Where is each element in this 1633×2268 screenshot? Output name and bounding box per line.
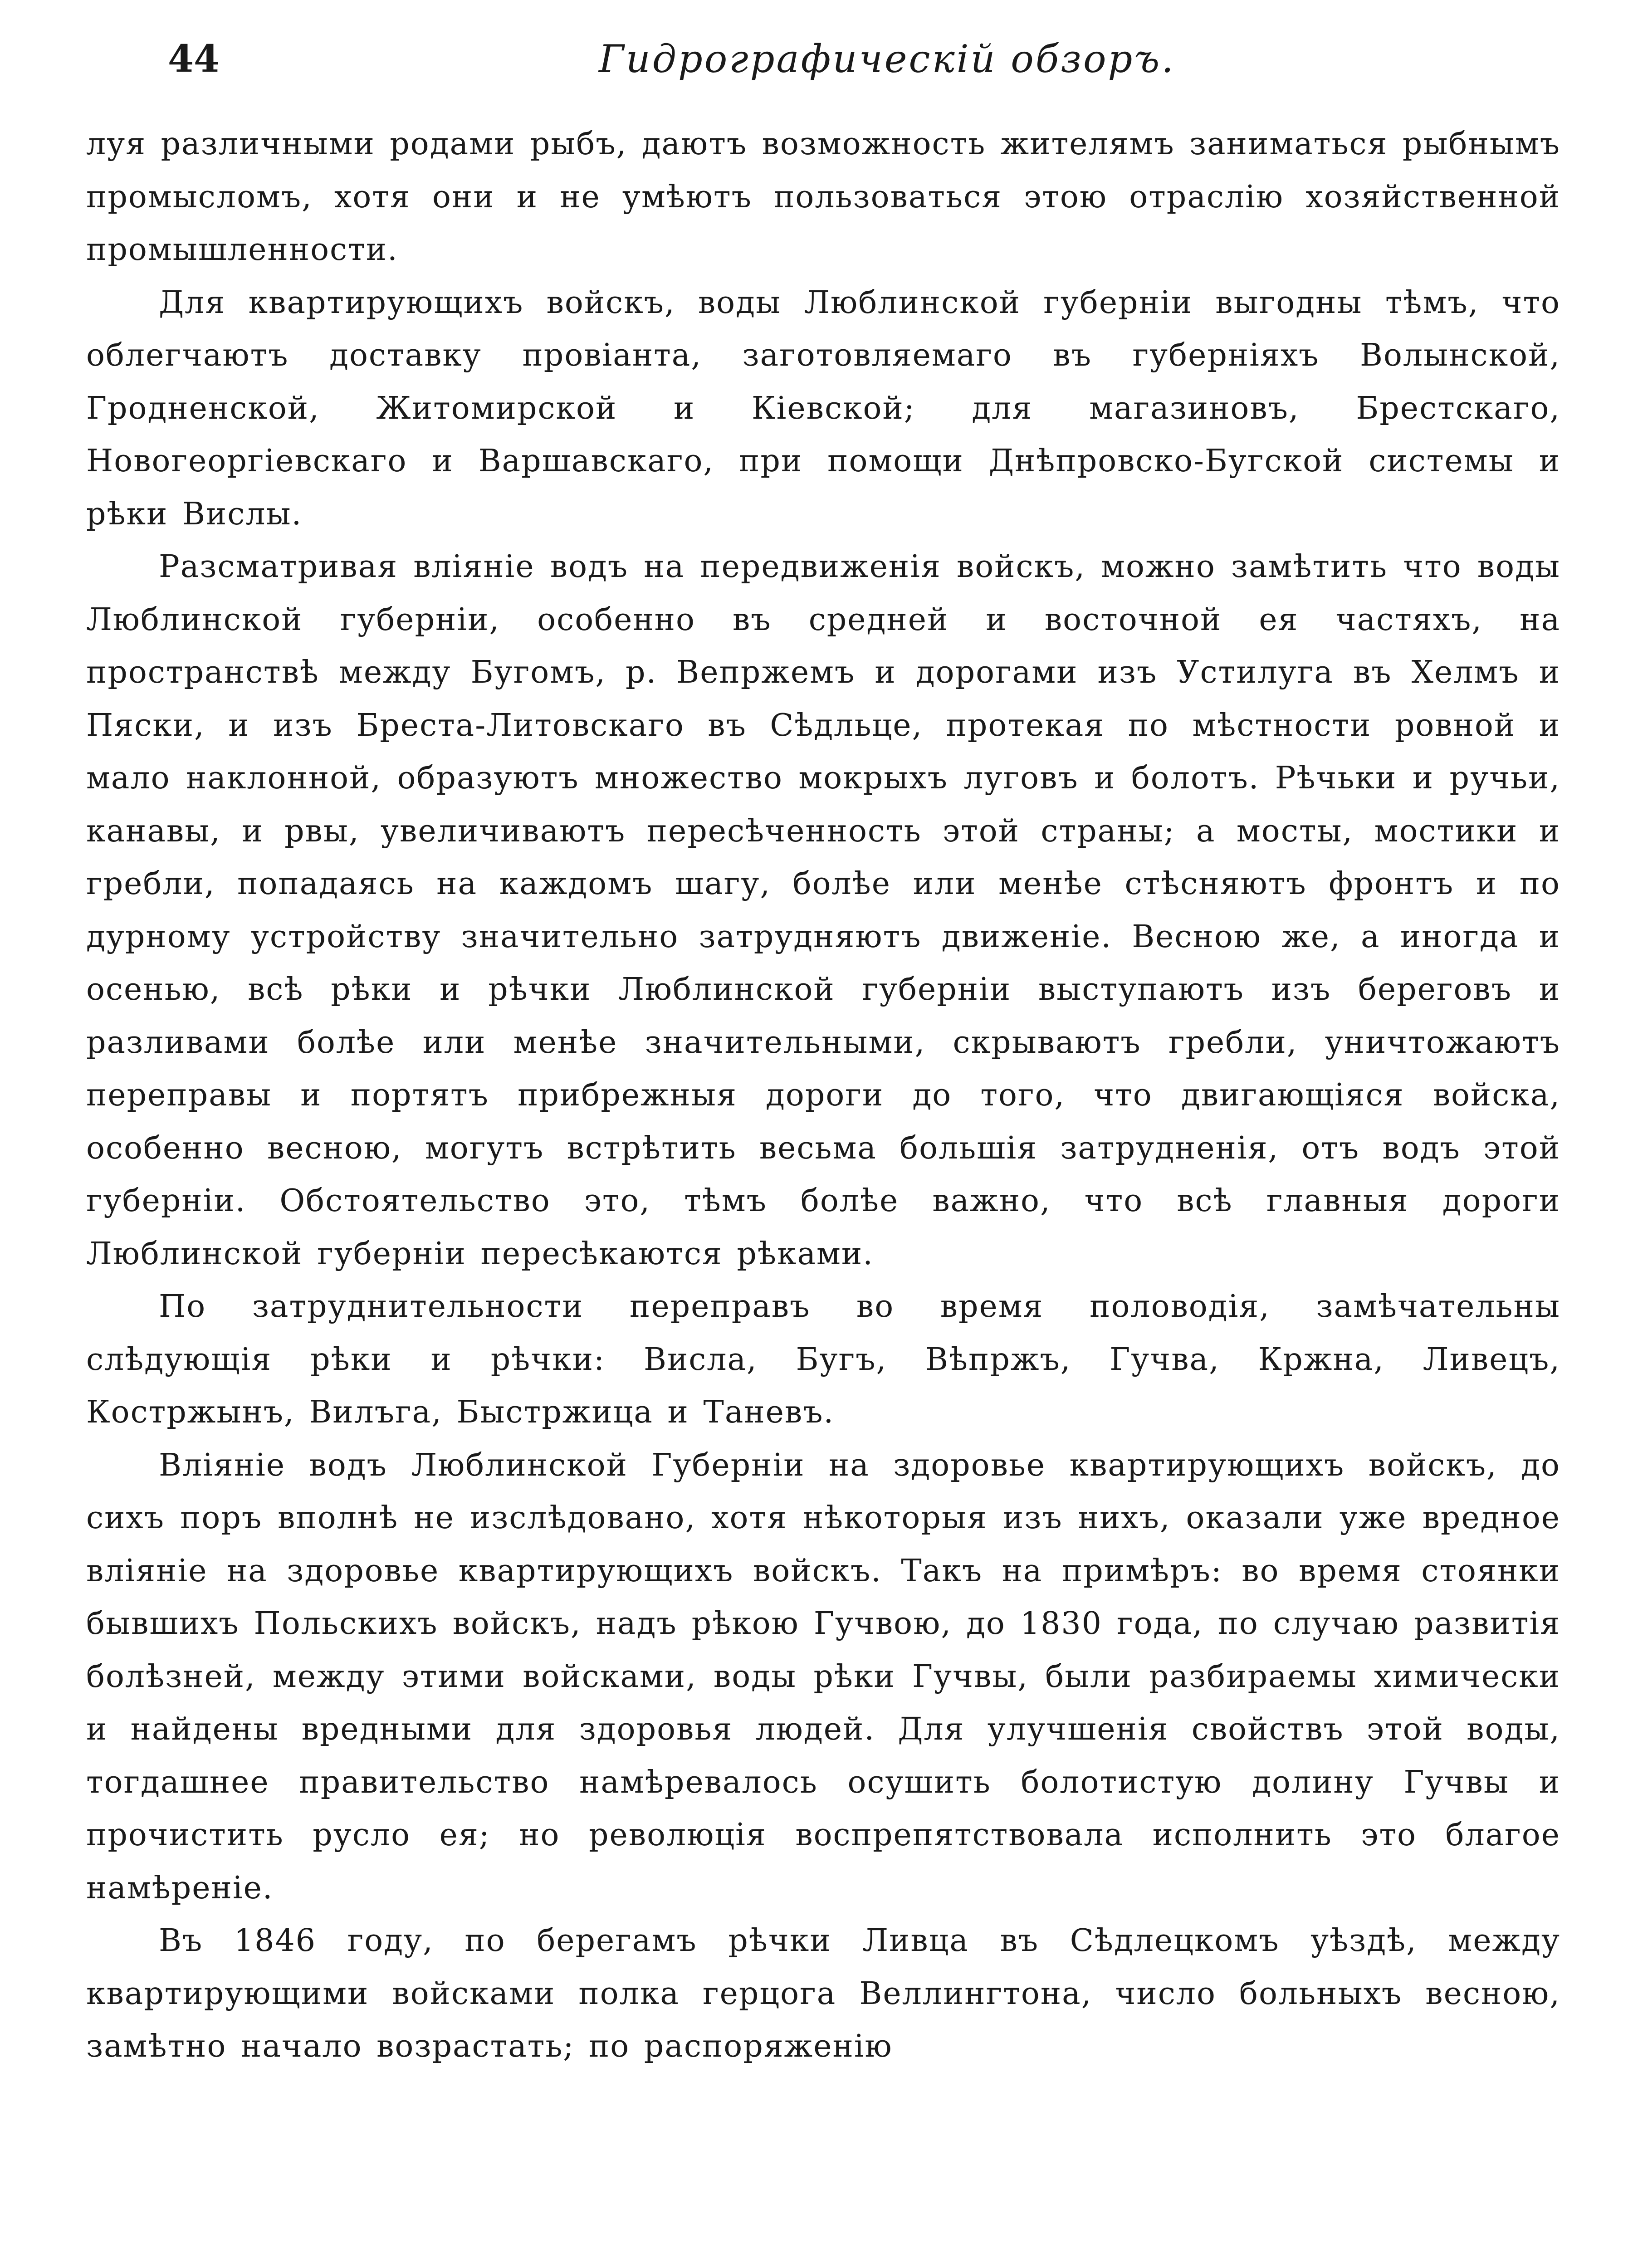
paragraph-troop-movement: Разсматривая вліяніе водъ на передвиженія войскъ, можно замѣтить что воды Люблинской губерніи, особенно въ средней и восточной ея частяхъ, на пространствѣ между Бугомъ, р. Вепржемъ и дорогами изъ Устилуга въ Хелмъ и Пяски, и изъ Бреста-Литовскаго въ Сѣдльце, протекая по мѣстности ровной и мало наклонной, образуютъ множество мокрыхъ луговъ и болотъ. Рѣчьки и ручьи, канавы, и рвы, увеличиваютъ пересѣченность этой страны; а мосты, мостики и гребли, попадаясь на каждомъ шагу, болѣе или менѣе стѣсняютъ фронтъ и по дурному устройству значительно затрудняютъ движеніе. Весною же, а иногда и осенью, всѣ рѣки и рѣчки Люблинской губерніи выступаютъ изъ береговъ и разливами болѣе или менѣе значительными, скрываютъ гребли, уничтожаютъ переправы и портятъ прибрежныя дороги до того, что двигающіяся войска, особенно весною, могутъ встрѣтить весьма большія затрудненія, отъ водъ этой губерніи. Обстоятельство это, тѣмъ болѣе важно, что всѣ главныя дороги Люблинской губерніи пересѣкаются рѣками. [86,549,1560,1272]
paragraph-rivers-list: По затруднительности переправъ во время половодія, замѣчательны слѣдующія рѣки и рѣчки: Висла, Бугъ, Вѣпржъ, Гучва, Кржна, Ливецъ, Костржынъ, Вилъга, Быстржица и Таневъ. [86,1289,1560,1430]
page-header [86,27,1560,91]
paragraph-1846: Въ 1846 году, по берегамъ рѣчки Ливца въ Сѣдлецкомъ уѣздѣ, между квартирующими войсками полка герцога Веллингтона, число больныхъ весною, замѣтно начало возрастать; по распоряженію [86,1923,1560,2064]
running-title: Гидрографическій обзоръ. [599,37,1175,81]
paragraph-health: Вліяніе водъ Люблинской Губерніи на здоровье квартирующихъ войскъ, до сихъ поръ вполнѣ не изслѣдовано, хотя нѣкоторыя изъ нихъ, оказали уже вредное вліяніе на здоровье квартирующихъ войскъ. Такъ на примѣръ: во время стоянки бывшихъ Польскихъ войскъ, надъ рѣкою Гучвою, до 1830 года, по случаю развитія болѣзней, между этими войсками, воды рѣки Гучвы, были разбираемы химически и найдены вредными для здоровья людей. Для улучшенія свойствъ этой воды, тогдашнее правительство намѣревалось осушить болотистую долину Гучвы и прочистить русло ея; но революція воспрепятствовала исполнить это благое намѣреніе. [86,1447,1560,1906]
body-text [86,118,1560,2073]
paragraph-continuation: луя различными родами рыбъ, даютъ возможность жителямъ заниматься рыбнымъ промысломъ, хотя они и не умѣютъ пользоваться этою отраслію хозяйственной промышленности. [86,126,1560,268]
page-number: 44 [168,37,220,81]
paragraph-supply: Для квартирующихъ войскъ, воды Люблинской губерніи выгодны тѣмъ, что облегчаютъ доставку провіанта, заготовляемаго въ губерніяхъ Волынской, Гродненской, Житомирской и Кіевской; для магазиновъ, Брестскаго, Новогеоргіевскаго и Варшавскаго, при помощи Днѣпровско-Бугской системы и рѣки Вислы. [86,284,1560,532]
